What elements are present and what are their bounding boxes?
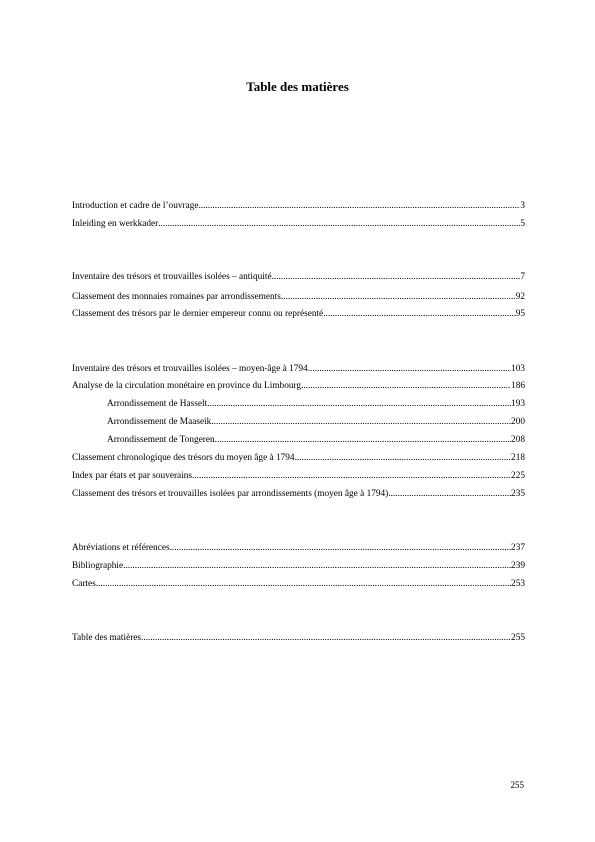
toc-entry[interactable] [72,217,525,231]
toc-entry-label: Inleiding en werkkader [72,219,159,229]
toc-entry-label: Classement des trésors et trouvailles isolées par arrondissements (moyen âge à 1794) [72,489,389,499]
toc-entry-label: Arrondissement de Hasselt [107,399,208,409]
toc-entry-page: 7 [520,272,525,282]
toc-entry[interactable] [72,631,525,645]
toc-leader-dots [323,307,516,321]
toc-entry-label: Inventaire des trésors et trouvailles isolées – moyen-âge à 1794 [72,364,308,374]
toc-entry-page: 239 [511,561,525,571]
toc-leader-dots [158,217,520,231]
page-title: Table des matières [246,79,349,94]
toc-leader-dots [207,397,511,411]
toc-entry-page: 237 [511,543,525,553]
toc-leader-dots [272,270,521,284]
toc-entry-label: Table des matières [72,633,142,643]
toc-entry-label: Classement chronologique des trésors du moyen âge à 1794 [72,453,295,463]
toc-leader-dots [388,487,511,501]
toc-entry-label: Analyse de la circulation monétaire en province du Limbourg [72,381,302,391]
toc-entry-page: 208 [511,435,525,445]
toc-entry-page: 103 [511,364,525,374]
toc-entry[interactable] [72,270,525,284]
toc-leader-dots [215,433,511,447]
toc-entry[interactable] [72,451,525,465]
toc-leader-dots [141,631,511,645]
toc-entry-page: 200 [511,417,525,427]
toc-entry[interactable] [72,290,525,304]
toc-entry-label: Index par états et par souverains [72,471,193,481]
toc-entry-page: 5 [520,219,525,229]
toc-entry[interactable] [72,415,525,429]
toc-entry-page: 193 [511,399,525,409]
toc-entry[interactable] [72,199,525,213]
toc-leader-dots [192,469,511,483]
toc-leader-dots [281,290,516,304]
toc-entry-label: Cartes [72,579,96,589]
toc-entry-label: Arrondissement de Tongeren [107,435,215,445]
toc-entry[interactable] [72,469,525,483]
toc-entry-page: 92 [515,292,525,302]
toc-leader-dots [123,559,511,573]
toc-entry[interactable] [72,307,525,321]
toc-entry[interactable] [72,541,525,555]
toc-entry-label: Bibliographie [72,561,124,571]
toc-entry-page: 186 [511,381,525,391]
toc-leader-dots [170,541,511,555]
toc-entry-label: Classement des trésors par le dernier empereur connu ou représenté [72,309,324,319]
toc-entry-label: Arrondissement de Maaseik [107,417,212,427]
toc-entry[interactable] [72,397,525,411]
toc-entry-label: Introduction et cadre de l’ouvrage [72,201,199,211]
toc-leader-dots [301,379,511,393]
toc-entry-page: 3 [520,201,525,211]
toc-entry-label: Abréviations et références [72,543,170,553]
page-number: 255 [510,780,524,790]
toc-entry[interactable] [72,433,525,447]
toc-entry[interactable] [72,559,525,573]
toc-entry-label: Classement des monnaies romaines par arrondissements [72,292,281,302]
toc-entry-page: 95 [515,309,525,319]
toc-leader-dots [211,415,511,429]
toc-entry-page: 253 [511,579,525,589]
toc-leader-dots [308,362,511,376]
toc-leader-dots [295,451,511,465]
toc-entry-page: 235 [511,489,525,499]
toc-entry[interactable] [72,487,525,501]
toc-entry[interactable] [72,362,525,376]
toc-leader-dots [198,199,520,213]
toc-entry-page: 225 [511,471,525,481]
toc-entry[interactable] [72,577,525,591]
toc-entry[interactable] [72,379,525,393]
toc-entry-page: 255 [511,633,525,643]
toc-entry-page: 218 [511,453,525,463]
toc-leader-dots [96,577,511,591]
toc-entry-label: Inventaire des trésors et trouvailles isolées – antiquité [72,272,272,282]
